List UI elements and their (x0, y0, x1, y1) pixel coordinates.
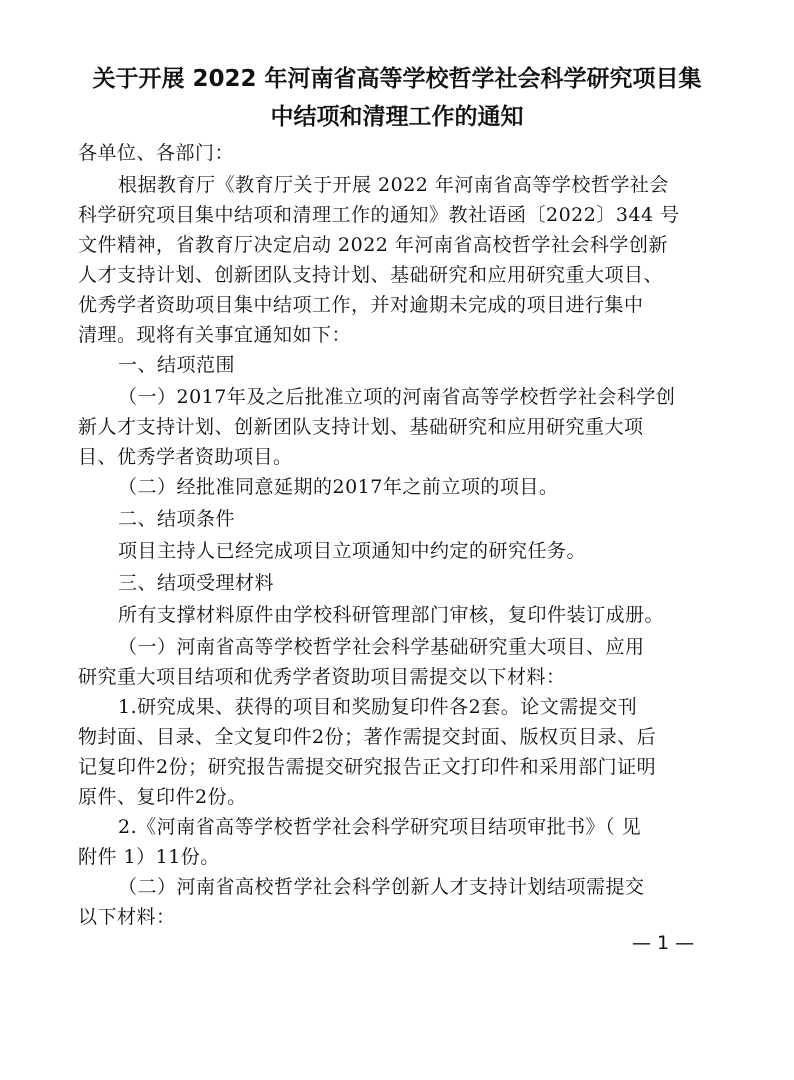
paragraph-line: 项目主持人已经完成项目立项通知中约定的研究任务。 (118, 540, 587, 562)
section-heading: 一、结项范围 (118, 354, 236, 376)
paragraph-line: （一）河南省高等学校哲学社会科学基础研究重大项目、应用 (118, 636, 645, 658)
paragraph-line: 所有支撑材料原件由学校科研管理部门审核，复印件装订成册。 (118, 604, 665, 626)
paragraph-line: 清理。现将有关事宜通知如下： (78, 324, 352, 346)
salutation: 各单位、各部门： (78, 142, 235, 164)
paragraph-line: 优秀学者资助项目集中结项工作，并对逾期未完成的项目进行集中 (78, 294, 644, 316)
section-heading: 二、结项条件 (118, 508, 236, 530)
paragraph-line: 文件精神，省教育厅决定启动 2022 年河南省高校哲学社会科学创新 (78, 234, 668, 256)
paragraph-line: 科学研究项目集中结项和清理工作的通知》教社语函〔2022〕344 号 (78, 204, 680, 226)
paragraph-line: 目、优秀学者资助项目。 (78, 446, 293, 468)
paragraph-line: （二）河南省高校哲学社会科学创新人才支持计划结项需提交 (118, 876, 645, 898)
paragraph-line: 根据教育厅《教育厅关于开展 2022 年河南省高等学校哲学社会 (118, 174, 669, 196)
section-heading: 三、结项受理材料 (118, 572, 275, 594)
paragraph-line: （二）经批准同意延期的2017年之前立项的项目。 (118, 476, 559, 498)
paragraph-line: 以下材料： (78, 906, 176, 928)
paragraph-line: 人才支持计划、创新团队支持计划、基础研究和应用研究重大项目、 (78, 264, 664, 286)
document-title-line-2: 中结项和清理工作的通知 (270, 104, 524, 130)
paragraph-line: 研究重大项目结项和优秀学者资助项目需提交以下材料： (78, 666, 566, 688)
page-number: — 1 — (632, 932, 695, 954)
paragraph-line: 2.《河南省高等学校哲学社会科学研究项目结项审批书》（ 见 (118, 816, 642, 838)
paragraph-line: 1.研究成果、获得的项目和奖励复印件各2套。论文需提交刊 (118, 696, 638, 718)
paragraph-line: 附件 1）11份。 (78, 846, 220, 868)
paragraph-line: 新人才支持计划、创新团队支持计划、基础研究和应用研究重大项 (78, 416, 644, 438)
paragraph-line: 物封面、目录、全文复印件2份；著作需提交封面、版权页目录、后 (78, 726, 657, 748)
paragraph-line: 记复印件2份；研究报告需提交研究报告正文打印件和采用部门证明 (78, 756, 657, 778)
paragraph-line: 原件、复印件2份。 (78, 786, 247, 808)
paragraph-line: （一）2017年及之后批准立项的河南省高等学校哲学社会科学创 (118, 386, 676, 408)
document-title-line-1: 关于开展 2022 年河南省高等学校哲学社会科学研究项目集 (92, 66, 702, 92)
